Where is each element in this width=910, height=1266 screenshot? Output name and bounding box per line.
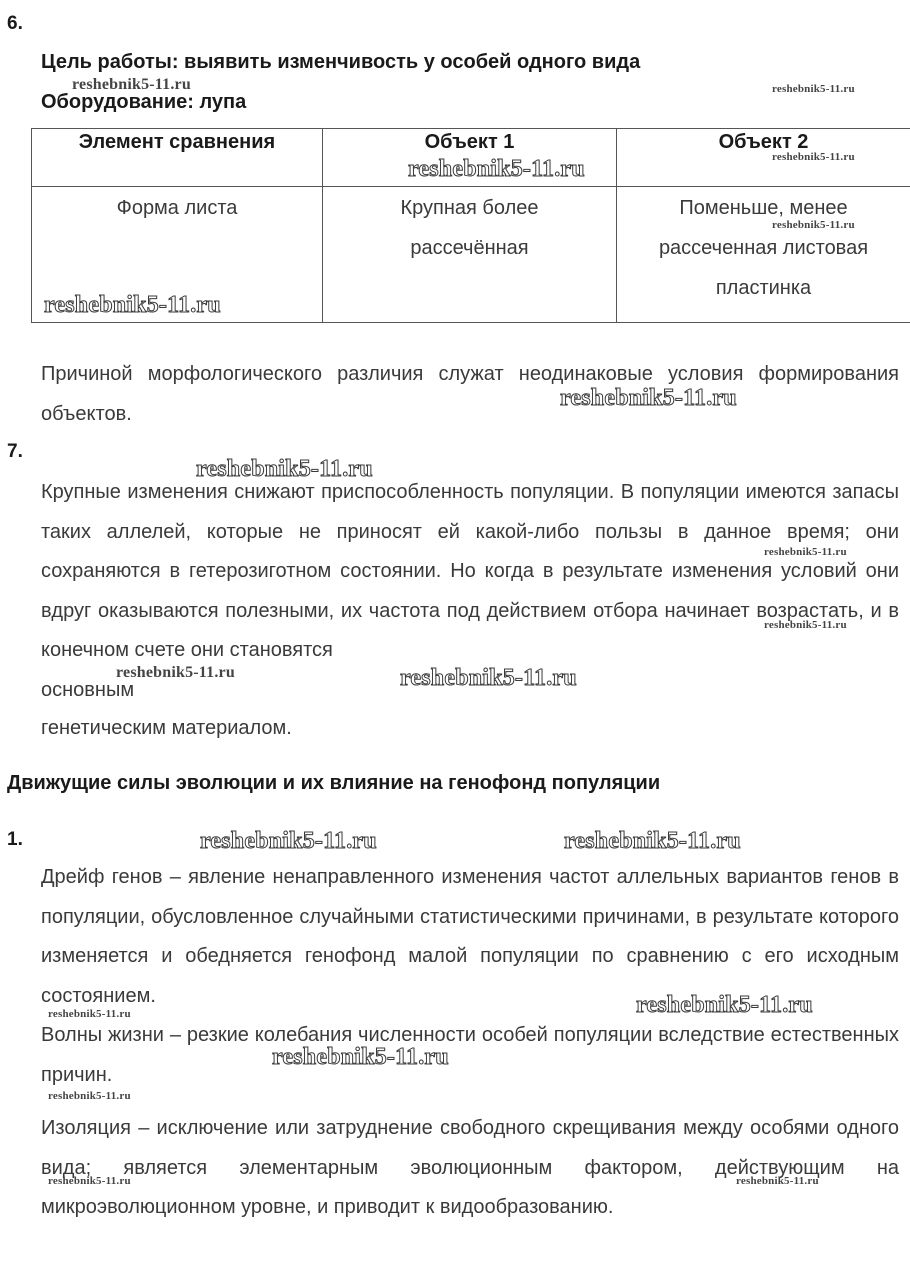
section7-paragraph: Крупные изменения снижают приспособленность популяции. В популяции имеются запасы таких аллелей, которые не приносят ей какой-либо пользы в данное время; они сохраняются в гетерозиготном состоянии. Но когда в результате изменения условий они вдруг оказываются полезными, их частота под действием отбора начинает возрастать, и в конечном счете они становятся [41,481,899,661]
waves-paragraph: Волны жизни – резкие колебания численности особей популяции вследствие естественных причин. [41,1024,899,1086]
section7-line-a: основным [41,679,135,701]
watermark: reshebnik5-11.ru [772,151,855,163]
watermark: reshebnik5-11.ru [564,828,741,854]
watermark: reshebnik5-11.ru [196,456,373,482]
table-cell [323,187,617,323]
table-header-cell: Элемент сравнения [32,129,323,187]
table-cell [617,187,910,323]
watermark: reshebnik5-11.ru [48,1008,131,1020]
isolation-paragraph: Изоляция – исключение или затруднение свободного скрещивания между особями одного вида; является элементарным эволюционным фактором, действующим на микроэволюционном уровне, и приводит к видообразованию. [41,1117,899,1218]
table-cell-text: Поменьше, менее рассеченная листовая пластинка [658,197,869,299]
watermark: reshebnik5-11.ru [48,1175,131,1187]
watermark: reshebnik5-11.ru [200,828,377,854]
table-cell-text: Крупная более рассечённая [400,197,539,259]
work-goal: Цель работы: выявить изменчивость у особей одного вида [41,51,641,73]
watermark: reshebnik5-11.ru [48,1090,131,1102]
watermark: reshebnik5-11.ru [272,1044,449,1070]
task-number-7: 7. [7,441,23,462]
equipment: Оборудование: лупа [41,91,247,113]
watermark: reshebnik5-11.ru [408,156,585,182]
table-header-cell: Объект 2 [617,129,910,187]
watermark: reshebnik5-11.ru [116,664,235,681]
watermark: reshebnik5-11.ru [560,385,737,411]
watermark: reshebnik5-11.ru [764,546,847,558]
table-cell-text: Форма листа [116,197,238,219]
watermark: reshebnik5-11.ru [736,1175,819,1187]
watermark: reshebnik5-11.ru [72,76,191,93]
watermark: reshebnik5-11.ru [764,619,847,631]
watermark: reshebnik5-11.ru [636,992,813,1018]
table-header-cell: Объект 1 [323,129,617,187]
watermark: reshebnik5-11.ru [400,665,577,691]
task-number-6: 6. [7,13,23,34]
conclusion-paragraph: Причиной морфологического различия служат неодинаковые условия формирования объектов. [41,363,899,425]
watermark: reshebnik5-11.ru [44,292,221,318]
section7-line-b: генетическим материалом. [41,717,292,739]
task-number-1: 1. [7,829,23,850]
drift-paragraph: Дрейф генов – явление ненаправленного изменения частот аллельных вариантов генов в популяции, обусловленное случайными статистическими причинами, в результате которого изменяется и обедняется генофонд малой популяции по сравнению с его исходным состоянием. [41,866,899,1007]
watermark: reshebnik5-11.ru [772,219,855,231]
watermark: reshebnik5-11.ru [772,83,855,95]
topic-heading: Движущие силы эволюции и их влияние на генофонд популяции [7,772,661,794]
